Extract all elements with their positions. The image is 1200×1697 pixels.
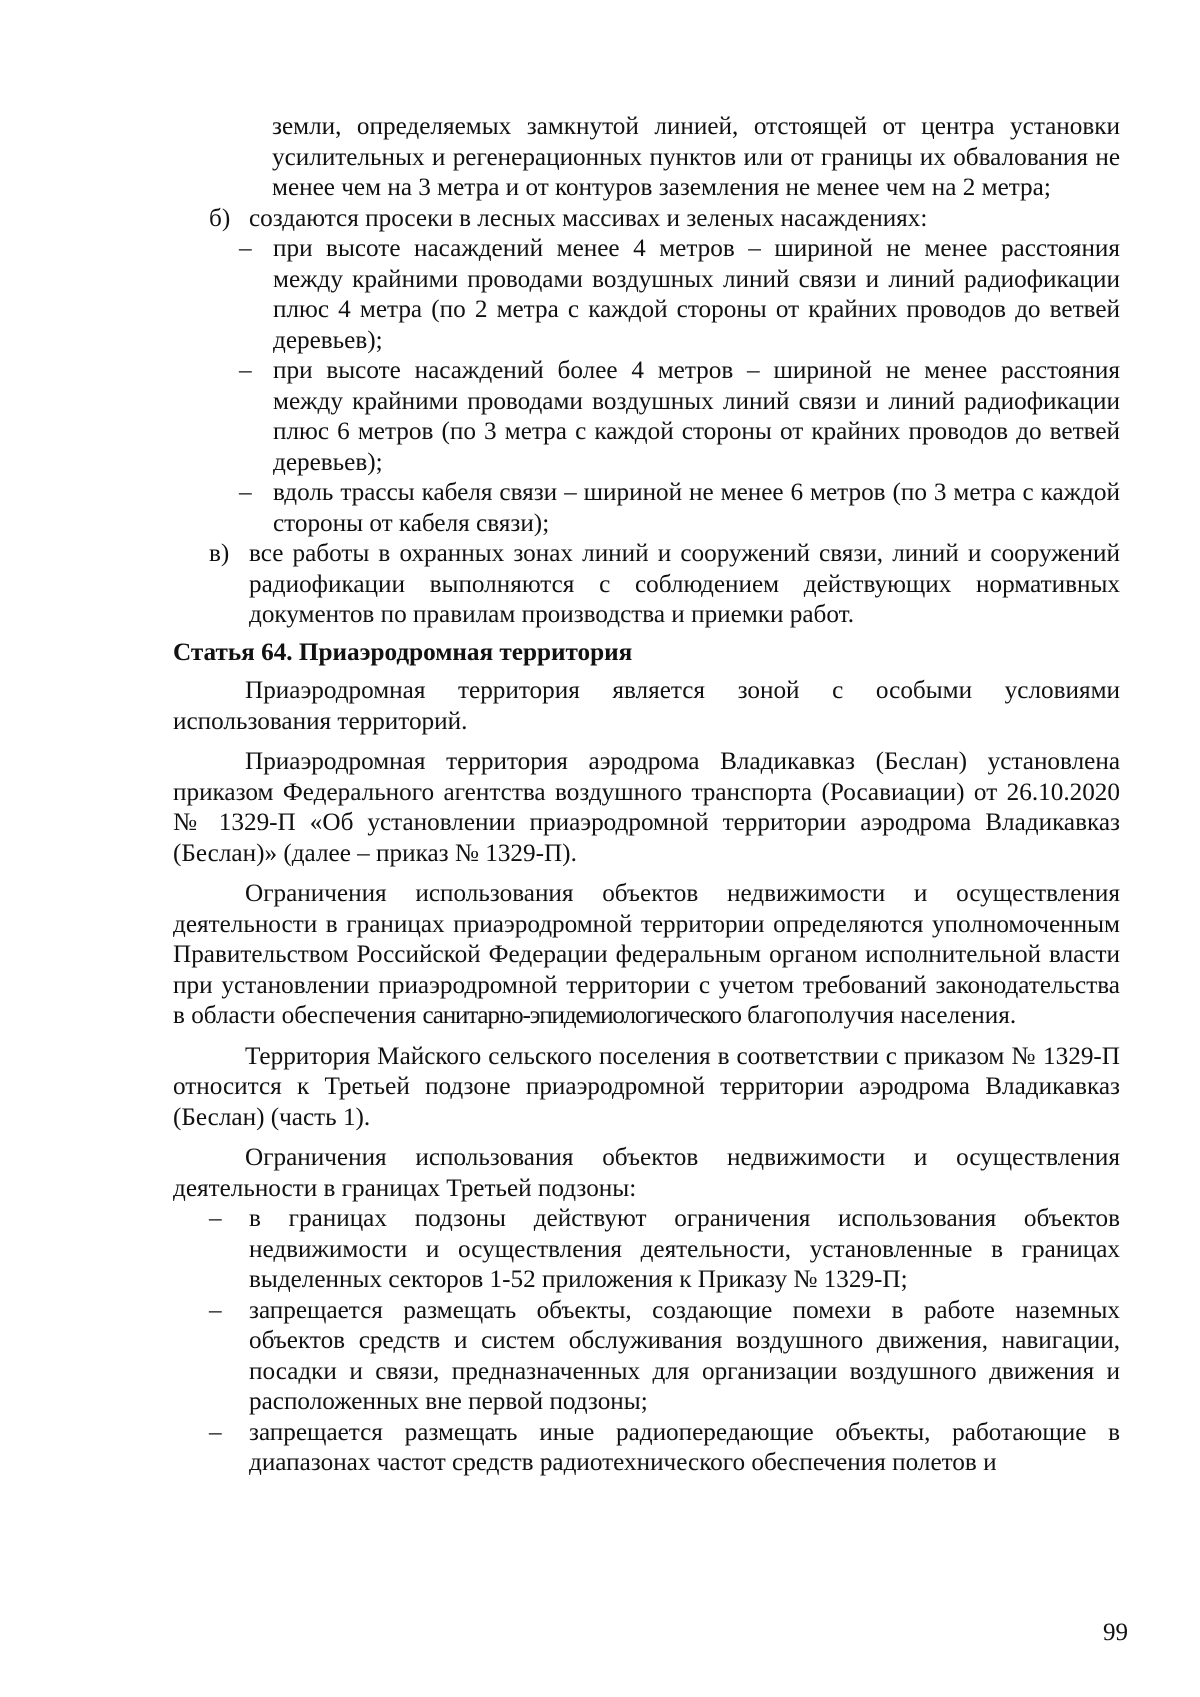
document-body bbox=[173, 112, 1120, 1479]
paragraph-text-condensed: санитарно-эпидемиологического bbox=[422, 1002, 741, 1029]
paragraph-text: благополучия населения. bbox=[747, 1002, 1017, 1029]
list-item-v-text: все работы в охранных зонах линий и сооружений связи, линий и сооружений радиофикации выполняются с соблюдением действующих нормативных документов по правилам производства и приемки работ. bbox=[249, 540, 1120, 628]
paragraph bbox=[173, 879, 1120, 1032]
dash-marker: – bbox=[239, 479, 252, 506]
dash-marker: – bbox=[209, 1205, 222, 1232]
list-subitem bbox=[209, 1296, 1120, 1418]
dash-marker: – bbox=[209, 1418, 222, 1446]
list-subitem-text: при высоте насаждений более 4 метров – шириной не менее расстояния между крайними проводами воздушных линий связи и линий радиофикации плюс 6 метров (по 3 метра с каждой стороны от крайних проводов до ветвей деревьев); bbox=[273, 357, 1120, 476]
list-marker-b: б) bbox=[209, 204, 231, 232]
list-subitem-text: вдоль трассы кабеля связи – шириной не менее 6 метров (по 3 метра с каждой стороны от кабеля связи); bbox=[273, 479, 1120, 537]
list-item-v bbox=[209, 539, 1120, 631]
list-subitem bbox=[209, 1418, 1120, 1479]
dash-marker: – bbox=[209, 1296, 222, 1324]
list-subitem bbox=[239, 356, 1120, 478]
continuation-paragraph: земли, определяемых замкнутой линией, отстоящей от центра установки усилительных и регенерационных пунктов или от границы их обвалования не менее чем на 3 метра и от контуров заземления не менее чем на 2 метра; bbox=[272, 113, 1120, 201]
list-subitem bbox=[209, 1204, 1120, 1296]
list-subitem-text: при высоте насаждений менее 4 метров – шириной не менее расстояния между крайними проводами воздушных линий связи и линий радиофикации плюс 4 метра (по 2 метра с каждой стороны от крайних проводов до ветвей деревьев); bbox=[273, 235, 1120, 354]
paragraph: Приаэродромная территория аэродрома Владикавказ (Беслан) установлена приказом Федерального агентства воздушного транспорта (Росавиации) от 26.10.2020 № 1329-П «Об установлении приаэродромной территории аэродрома Владикавказ (Беслан)» (далее – приказ № 1329-П). bbox=[173, 748, 1120, 867]
list-item-b-text: создаются просеки в лесных массивах и зеленых насаждениях: bbox=[249, 204, 928, 232]
list-subitem-text: запрещается размещать иные радиопередающие объекты, работающие в диапазонах частот средств радиотехнического обеспечения полетов и bbox=[249, 1418, 1120, 1476]
paragraph-text: Ограничения использования объектов недвижимости и осуществления деятельности в границах приаэродромной территории определяются уполномоченным Правительством Российской Федерации федеральным органом исполнительной власти при установлении приаэродромной территории с учетом требований законодательства в области обеспечения bbox=[173, 880, 1120, 1029]
list-marker-v: в) bbox=[209, 540, 230, 567]
paragraph: Ограничения использования объектов недвижимости и осуществления деятельности в границах Третьей подзоны: bbox=[173, 1144, 1120, 1202]
list-subitem bbox=[239, 478, 1120, 539]
paragraph: Территория Майского сельского поселения в соответствии с приказом № 1329-П относится к Третьей подзоне приаэродромной территории аэродрома Владикавказ (Беслан) (часть 1). bbox=[173, 1042, 1120, 1131]
list-subitem bbox=[239, 234, 1120, 356]
page-number: 99 bbox=[1103, 1619, 1128, 1646]
list-subitem-text: в границах подзоны действуют ограничения использования объектов недвижимости и осуществления деятельности, установленные в границах выделенных секторов 1-52 приложения к Приказу № 1329-П; bbox=[249, 1205, 1120, 1293]
article-heading: Статья 64. Приаэродромная территория bbox=[173, 638, 633, 666]
paragraph: Приаэродромная территория является зоной с особыми условиями использования территорий. bbox=[173, 677, 1120, 735]
dash-marker: – bbox=[239, 235, 252, 262]
dash-marker: – bbox=[239, 357, 252, 384]
list-subitem-text: запрещается размещать объекты, создающие помехи в работе наземных объектов средств и систем обслуживания воздушного движения, навигации, посадки и связи, предназначенных для организации воздушного движения и расположенных вне первой подзоны; bbox=[249, 1296, 1120, 1415]
list-item-b bbox=[209, 204, 1120, 235]
